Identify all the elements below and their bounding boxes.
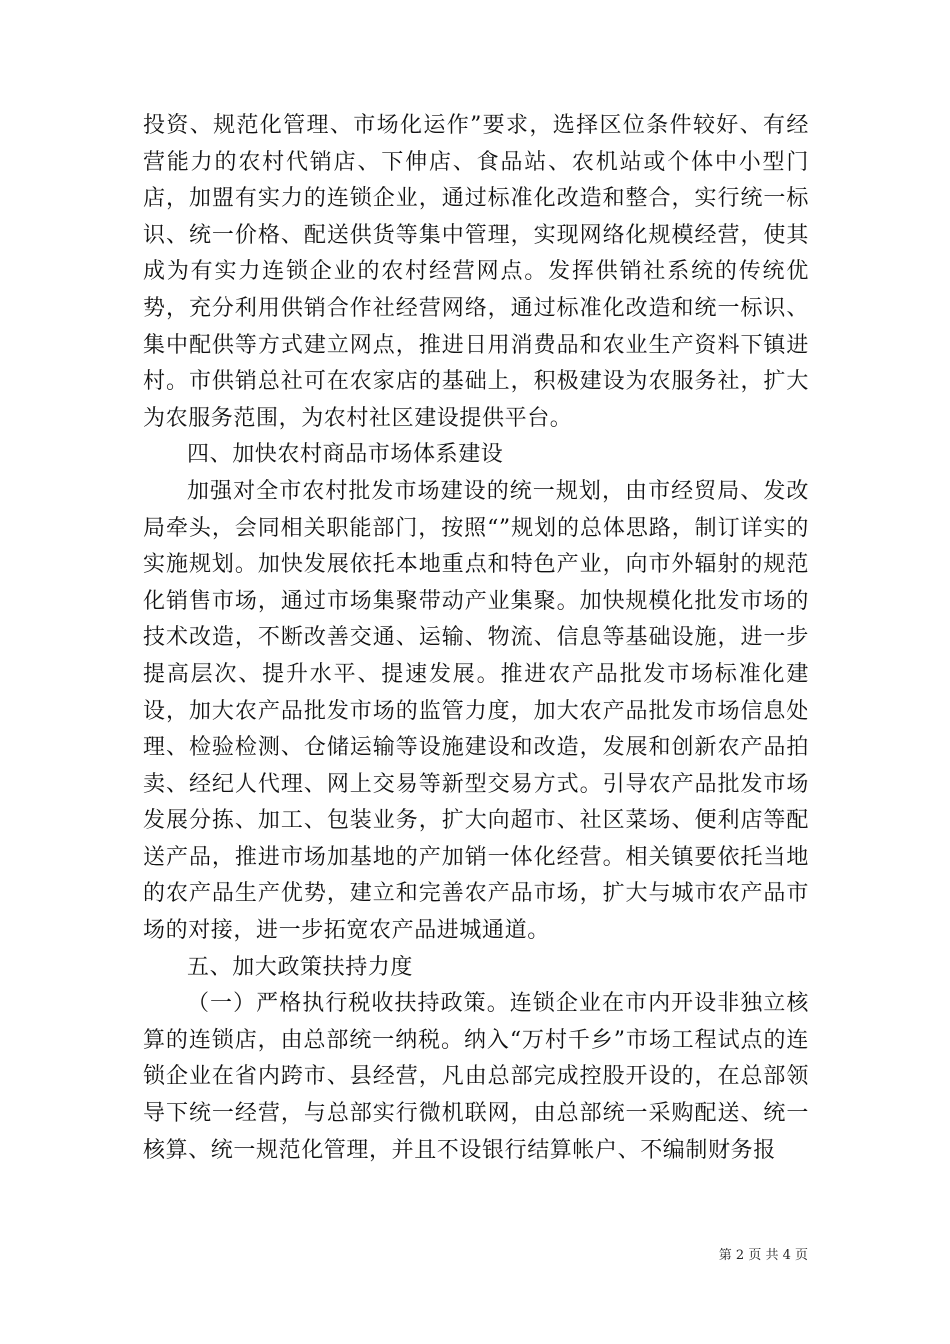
section-heading-4: 四、加快农村商品市场体系建设 [187,442,504,468]
section-heading-5: 五、加大政策扶持力度 [187,954,414,980]
paragraph-2: 加强对全市农村批发市场建设的统一规划，由市经贸局、发改局牵头，会同相关职能部门，按照“”规划的总体思路，制订详实的实施规划。加快发展依托本地重点和特色产业，向市外辐射的规范化销售市场，通过市场集聚带动产业集聚。加快规模化批发市场的技术改造，不断改善交通、运输、物流、信息等基础设施，进一步提高层次、提升水平、提速发展。推进农产品批发市场标准化建设，加大农产品批发市场的监管力度，加大农产品批发市场信息处理、检验检测、仓储运输等设施建设和改造，发展和创新农产品拍卖、经纪人代理、网上交易等新型交易方式。引导农产品批发市场发展分拣、加工、包装业务，扩大向超市、社区菜场、便利店等配送产品，推进市场加基地的产加销一体化经营。相关镇要依托当地的农产品生产优势，建立和完善农产品市场，扩大与城市农产品市场的对接，进一步拓宽农产品进城通道。 [143,478,809,944]
document-body [143,108,809,1169]
paragraph-3: （一）严格执行税收扶持政策。连锁企业在市内开设非独立核算的连锁店，由总部统一纳税。纳入“万村千乡”市场工程试点的连锁企业在省内跨市、县经营，凡由总部完成控股开设的，在总部领导下统一经营，与总部实行微机联网，由总部统一采购配送、统一核算、统一规范化管理，并且不设银行结算帐户、不编制财务报 [143,991,809,1163]
paragraph-1: 投资、规范化管理、市场化运作”要求，选择区位条件较好、有经营能力的农村代销店、下伸店、食品站、农机站或个体中小型门店，加盟有实力的连锁企业，通过标准化改造和整合，实行统一标识、统一价格、配送供货等集中管理，实现网络化规模经营，使其成为有实力连锁企业的农村经营网点。发挥供销社系统的传统优势，充分利用供销合作社经营网络，通过标准化改造和统一标识、集中配供等方式建立网点，推进日用消费品和农业生产资料下镇进村。市供销总社可在农家店的基础上，积极建设为农服务社，扩大为农服务范围，为农村社区建设提供平台。 [143,113,809,431]
page-number-footer: 第 2 页 共 4 页 [718,1248,808,1263]
